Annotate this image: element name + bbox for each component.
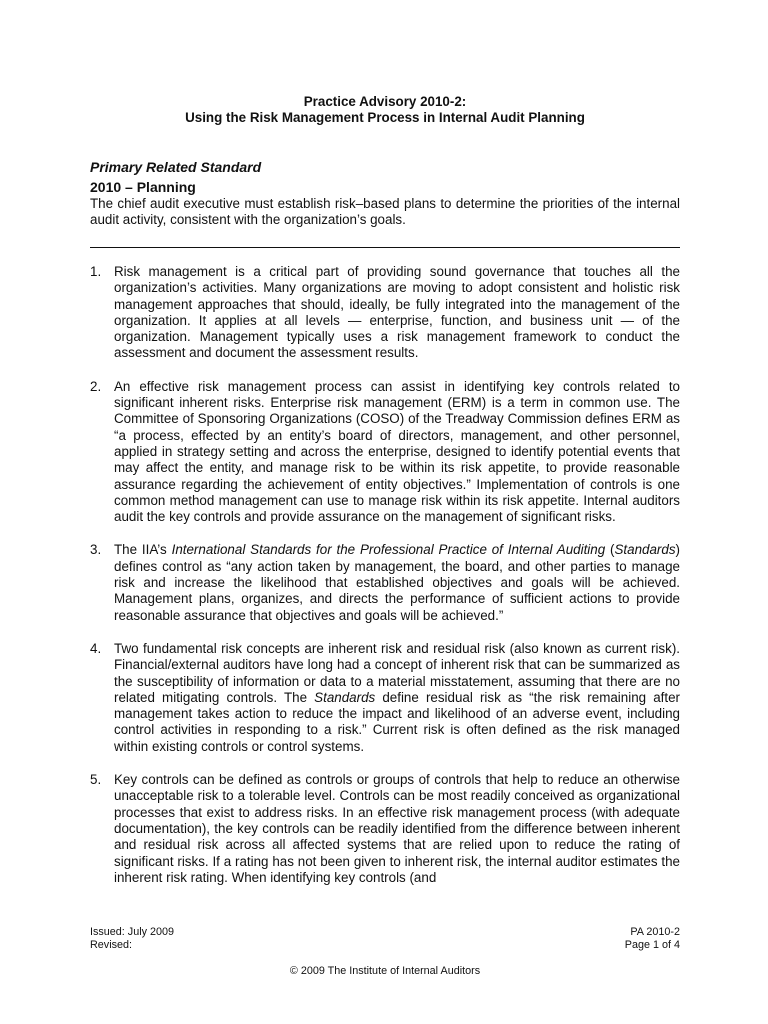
- item-text: Risk management is a critical part of providing sound governance that touches all the organization’s activities. Many organizations are moving to adopt consistent and holistic risk management approaches that should, ideally, be fully integrated into the management of the organization. It applies at all levels — enterprise, function, and business unit — of the organization. Management typically uses a risk management framework to conduct the assessment and document the assessment results.: [114, 264, 680, 361]
- list-item-2: [90, 379, 680, 526]
- section-divider: [90, 247, 680, 248]
- list-item-4: [90, 641, 680, 755]
- footer-copyright: © 2009 The Institute of Internal Auditors: [289, 965, 481, 977]
- page-title: Practice Advisory 2010-2:: [303, 94, 467, 109]
- list-item-1: [90, 264, 680, 362]
- page-subtitle: Using the Risk Management Process in Internal Audit Planning: [185, 110, 585, 125]
- list-item-3: [90, 542, 680, 623]
- item-number: 4.: [90, 640, 102, 656]
- list-item-5: [90, 772, 680, 984]
- footer-issued: Issued: July 2009: [90, 926, 175, 938]
- item-text-post: ) defines control as “any action taken by management, the board, and other parties to manage risk and increase the likelihood that established objectives and goals will be achieved. Management plans, organizes, and directs the performance of sufficient actions to provide reasonable assurance that objectives and goals will be achieved.”: [114, 542, 680, 623]
- item-number: 2.: [90, 378, 102, 394]
- item-number: 1.: [90, 264, 102, 279]
- item-text-pre: Two fundamental risk concepts are inherent risk and residual risk (also known as current risk). Financial/external auditors have long had a concept of inherent risk that can be summarized as the susceptibility of information or data to a material misstatement, assuming that there are no related mitigating controls. The: [114, 640, 680, 705]
- item-number: 3.: [90, 542, 102, 558]
- item-text-pre: The IIA’s: [114, 542, 172, 558]
- item-text-mid: (: [605, 542, 615, 558]
- item-text: An effective risk management process can assist in identifying key controls related to significant inherent risks. Enterprise risk management (ERM) is a term in common use. The Committee of Sponsoring Organizations (COSO) of the Treadway Commission defines ERM as “a process, effected by an entity’s board of directors, management, and other personnel, applied in strategy setting and across the enterprise, designed to identify potential events that may affect the entity, and manage risk to be within its risk appetite, to provide reasonable assurance regarding the achievement of entity objectives.” Implementation of controls is one common method management can use to manage risk within its risk appetite. Internal auditors audit the key controls and provide assurance on the management of significant risks.: [114, 378, 680, 525]
- item-text: Key controls can be defined as controls or groups of controls that help to reduce an otherwise unacceptable risk to a tolerable level. Controls can be most readily conceived as organizational processes that exist to address risks. In an effective risk management process (with adequate documentation), the key controls can be readily identified from the difference between inherent and residual risk across all affected systems that are relied upon to reduce the rating of significant risks. If a rating has not been given to inherent risk, the internal auditor estimates the inherent risk rating. When identifying key controls (and: [114, 772, 680, 885]
- primary-standard-label: Primary Related Standard: [90, 159, 262, 175]
- standard-text: The chief audit executive must establish risk–based plans to determine the priorities of the internal audit activity, consistent with the organization’s goals.: [90, 196, 680, 228]
- standards-title: International Standards for the Professional Practice of Internal Auditing: [171, 542, 606, 558]
- footer-doc-id: PA 2010-2: [630, 926, 680, 938]
- standard-heading: 2010 – Planning: [90, 179, 196, 195]
- item-number: 5.: [90, 772, 102, 788]
- advisory-list: [90, 264, 680, 1001]
- item-text-post: define residual risk as “the risk remaining after management takes action to reduce the impact and likelihood of an adverse event, including control activities in responding to a risk.” Current risk is often defined as the risk managed within existing controls or control systems.: [114, 689, 680, 754]
- standards-short: Standards: [314, 689, 376, 705]
- standards-short: Standards: [614, 542, 676, 558]
- footer-page-number: Page 1 of 4: [624, 939, 680, 951]
- footer-revised: Revised:: [90, 939, 133, 951]
